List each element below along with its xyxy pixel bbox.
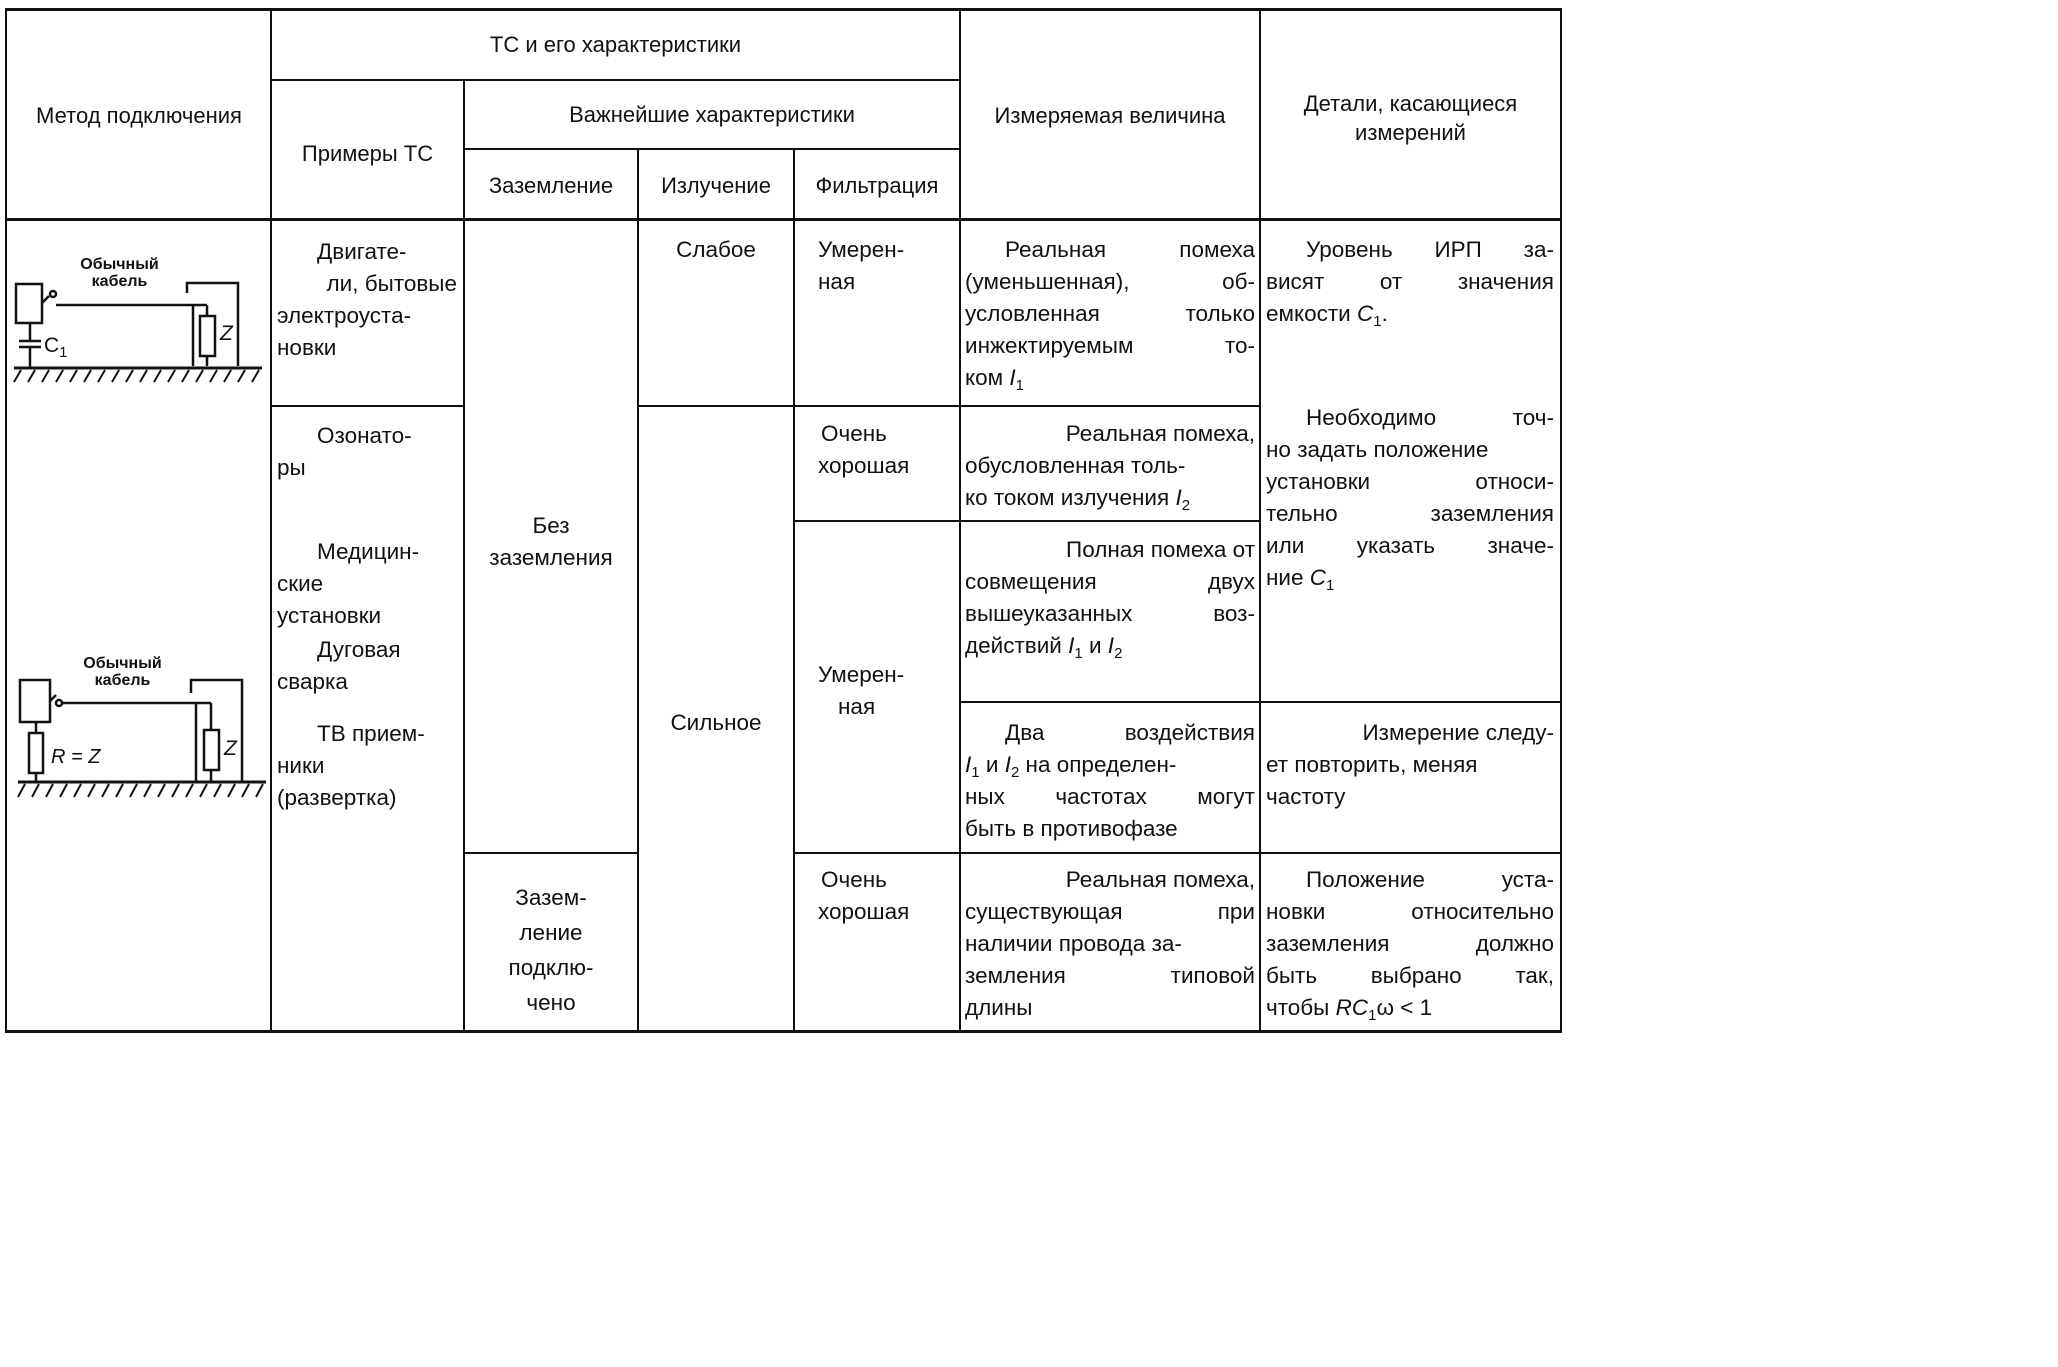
header-measured-value: Измеряемая величина	[994, 103, 1226, 128]
measured-m2: Реальная помеха, обусловленная толь- ко током излучения $I_2$	[965, 421, 1255, 514]
header-method: Метод подключения	[36, 103, 242, 128]
measured-m1: Реальная помеха (уменьшенная), об- условленная только инжектируемым то- ком $I_1$	[965, 237, 1255, 394]
header-measurement-details: Детали, касающиеся измерений	[1303, 91, 1518, 145]
ground-hatch-bottom	[18, 784, 263, 797]
filtering-very-good-1: Очень хорошая	[818, 421, 910, 478]
details-d3: Измерение следу- ет повторить, меняя частоту	[1266, 720, 1554, 809]
header-examples: Примеры ТС	[301, 141, 434, 166]
example-tv: ТВ прием- ники (развертка)	[277, 721, 425, 810]
header-ts-group: ТС и его характеристики	[489, 32, 742, 57]
load-label-bottom: Z	[224, 737, 237, 760]
measured-m3: Полная помеха от совмещения двух вышеуказанных воз- действий $I_1$ и $I_2$	[965, 537, 1255, 662]
ground-hatch-top	[14, 370, 259, 382]
cable-label-bottom: Обычный кабель	[83, 655, 162, 689]
example-medical: Медицин- ские установки	[277, 539, 420, 628]
capacitor-label: $C_1$	[44, 334, 68, 361]
details-d2: Необходимо точ- но задать положение установки относи- тельно заземления или указать значе- ние $C_1$	[1266, 405, 1554, 594]
example-welding: Дуговая сварка	[277, 637, 401, 694]
resistor-label: R = Z	[51, 746, 101, 768]
load-label-top: Z	[220, 322, 233, 345]
filtering-moderate-1: Умерен- ная	[818, 237, 905, 294]
filtering-moderate-2: Умерен- ная	[818, 662, 905, 719]
radiation-strong: Сильное	[670, 710, 762, 735]
example-ozonators: Озонато- ры	[277, 423, 412, 480]
header-key-characteristics: Важнейшие характеристики	[569, 102, 855, 127]
measured-m4: Два воздействия $I_1$ и $I_2$ на определен- ных частотах могут быть в противофазе	[965, 720, 1255, 841]
header-filtering: Фильтрация	[815, 173, 939, 198]
grounding-grounded: Зазем- ление подклю- чено	[508, 885, 594, 1015]
header-grounding: Заземление	[488, 173, 614, 198]
measured-m5: Реальная помеха, существующая при наличии провода за- земления типовой длины	[965, 867, 1255, 1020]
radiation-weak: Слабое	[676, 237, 756, 262]
filtering-very-good-2: Очень хорошая	[818, 867, 910, 924]
details-d4: Положение уста- новки относительно заземления должно быть выбрано так, чтобы $RC_1\omega < 1$	[1266, 867, 1554, 1024]
header-radiation: Излучение	[661, 173, 771, 198]
details-d1: Уровень ИРП за- висят от значения емкости $C_1$.	[1266, 237, 1554, 330]
grounding-ungrounded: Без заземления	[489, 513, 613, 570]
example-motors: Двигате- ли, бытовые электроуста- новки	[277, 239, 457, 360]
cable-label-top: Обычный кабель	[80, 256, 159, 290]
